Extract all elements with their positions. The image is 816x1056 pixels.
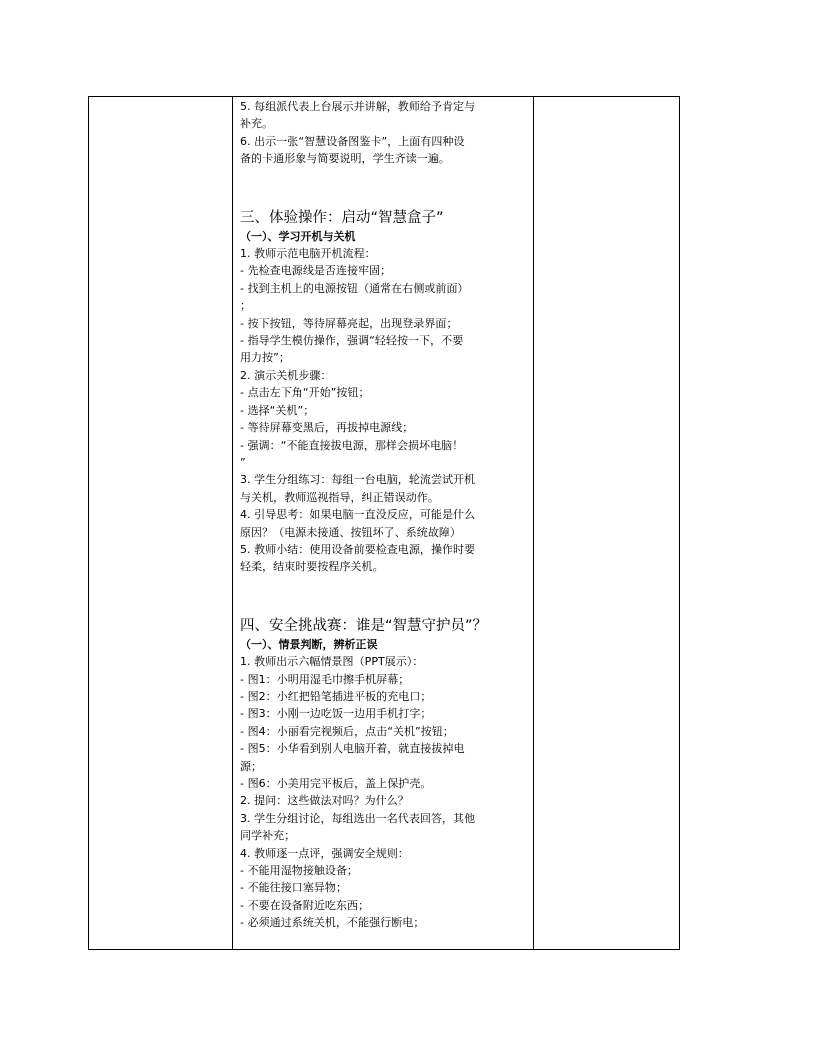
text-line: 1. 教师出示六幅情景图（PPT展示）：: [240, 655, 424, 669]
section-hands-on-operation: [240, 208, 527, 576]
text-line: - 找到主机上的电源按钮（通常在右侧或前面）: [240, 281, 469, 295]
text-line: 3. 学生分组讨论，每组选出一名代表回答，其他: [240, 811, 476, 825]
section-subheading: （一）、情景判断，辨析正误: [240, 637, 378, 651]
section-safety-challenge: [240, 616, 527, 932]
text-line: 6. 出示一张“智慧设备图鉴卡”，上面有四种设: [240, 134, 465, 148]
text-line: - 不要在设备附近吃东西；: [240, 898, 370, 912]
left-column-cell: [89, 97, 233, 950]
text-line: - 选择“关机”；: [240, 403, 315, 417]
text-line: - 不能用湿物接触设备；: [240, 864, 359, 878]
text-line: 源；: [240, 759, 263, 773]
text-line: ”: [240, 455, 246, 469]
text-line: 4. 教师逐一点评，强调安全规则：: [240, 846, 409, 860]
text-line: - 图1：小明用湿毛巾擦手机屏幕；: [240, 672, 410, 686]
text-line: - 图6：小美用完平板后，盖上保护壳。: [240, 777, 432, 790]
text-line: ；: [240, 299, 252, 313]
section-display-and-cards: [240, 98, 527, 168]
text-line: - 图4：小丽看完视频后，点击“关机”按钮；: [240, 724, 454, 738]
text-line: - 强调：“不能直接拔电源，那样会损坏电脑！: [240, 438, 464, 452]
text-line: 同学补充；: [240, 829, 296, 843]
text-line: 与关机，教师巡视指导，纠正错误动作。: [240, 490, 439, 504]
lesson-plan-table: [88, 96, 680, 950]
section-subheading: （一）、学习开机与关机: [240, 229, 356, 243]
text-line: 3. 学生分组练习：每组一台电脑，轮流尝试开机: [240, 473, 476, 487]
content-body: [233, 97, 533, 949]
text-line: - 图3：小刚一边吃饭一边用手机打字；: [240, 707, 432, 721]
text-line: - 图5：小华看到别人电脑开着，就直接拔掉电: [240, 742, 465, 756]
text-line: 补充。: [240, 117, 274, 131]
table-row: [89, 97, 680, 950]
spacer: [240, 576, 527, 614]
text-line: 轻柔，结束时要按程序关机。: [240, 560, 384, 574]
text-line: 5. 每组派代表上台展示并讲解，教师给予肯定与: [240, 100, 476, 113]
spacer: [240, 168, 527, 206]
text-line: 1. 教师示范电脑开机流程：: [240, 247, 376, 261]
text-line: - 指导学生模仿操作，强调“轻轻按一下，不要: [240, 334, 464, 348]
text-line: - 必须通过系统关机，不能强行断电；: [240, 916, 425, 930]
text-line: - 不能往接口塞异物；: [240, 881, 348, 895]
section-heading: 四、安全挑战赛：谁是“智慧守护员”？: [240, 617, 488, 634]
text-line: - 等待屏幕变黑后，再拔掉电源线；: [240, 421, 414, 435]
text-line: 用力按”；: [240, 351, 290, 365]
text-line: - 先检查电源线是否连接牢固；: [240, 264, 392, 278]
text-line: 2. 演示关机步骤：: [240, 368, 332, 382]
text-line: 2. 提问：这些做法对吗？为什么？: [240, 794, 409, 808]
section-heading: 三、体验操作：启动“智慧盒子”: [240, 209, 444, 226]
content-column-cell: [233, 97, 534, 950]
text-line: - 图2：小红把铅笔插进平板的充电口；: [240, 689, 432, 703]
text-line: 4. 引导思考：如果电脑一直没反应，可能是什么: [240, 508, 476, 522]
text-line: 备的卡通形象与简要说明，学生齐读一遍。: [240, 152, 450, 166]
text-line: 5. 教师小结：使用设备前要检查电源，操作时要: [240, 542, 476, 556]
text-line: - 点击左下角“开始”按钮；: [240, 386, 370, 400]
right-column-cell: [534, 97, 680, 950]
text-line: 原因？（电源未接通、按钮坏了、系统故障）: [240, 525, 461, 539]
text-line: - 按下按钮，等待屏幕亮起，出现登录界面；: [240, 316, 458, 330]
